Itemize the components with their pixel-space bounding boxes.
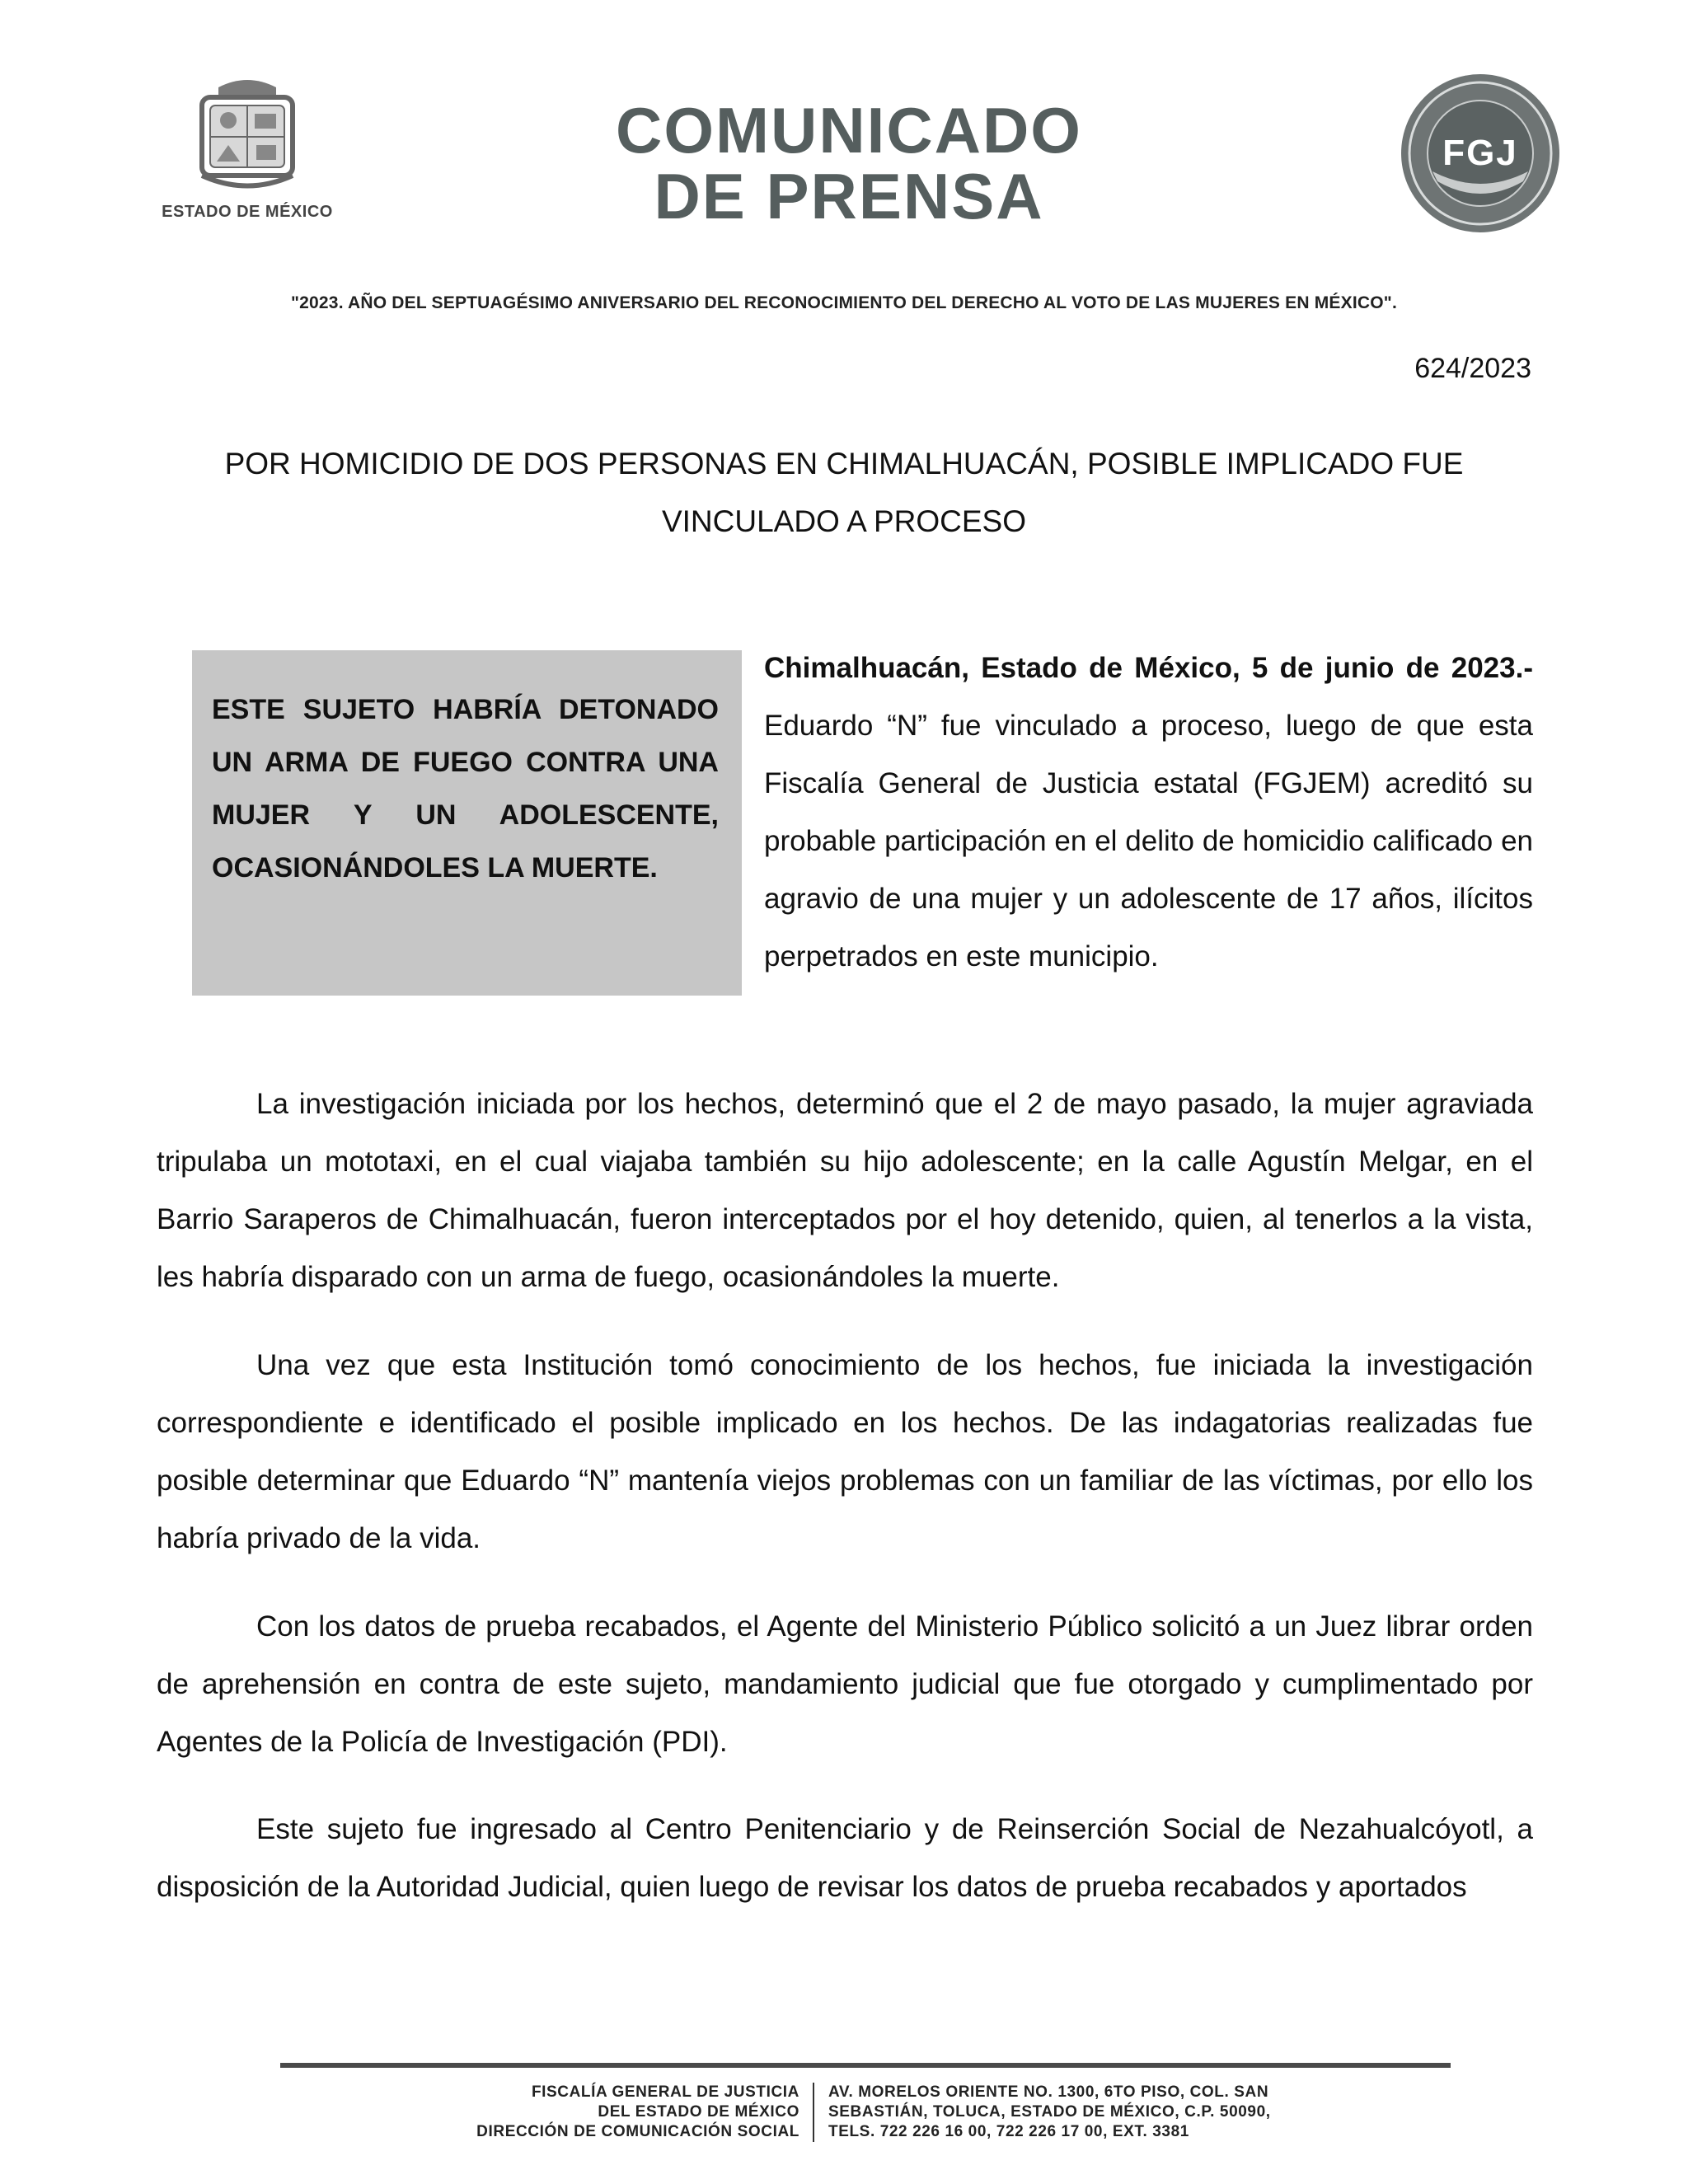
- lead-paragraph: [764, 640, 1533, 986]
- footer-address-line: TELS. 722 226 16 00, 722 226 17 00, EXT. 3381: [828, 2123, 1189, 2140]
- body-paragraph: La investigación iniciada por los hechos, determinó que el 2 de mayo pasado, la mujer agraviada tripulaba un mototaxi, en el cual viajaba también su hijo adolescente; en la calle Agustín Melgar, en el Barrio Saraperos de Chimalhuacán, fueron interceptados por el hoy detenido, quien, al tenerlos a la vista, les habría disparado con un arma de fuego, ocasionándoles la muerte.: [157, 1088, 1533, 1293]
- footer-address: [828, 2083, 1405, 2142]
- body-paragraph: Con los datos de prueba recabados, el Agente del Ministerio Público solicitó a un Juez librar orden de aprehensión en contra de este sujeto, mandamiento judicial que fue otorgado y cumplimentado por Agentes de la Policía de Investigación (PDI).: [157, 1610, 1533, 1758]
- highlight-main: ESTE SUJETO HABRÍA DETONADO UN ARMA DE FUEGO CONTRA UNA MUJER Y UN ADOLESCENTE,: [212, 694, 719, 831]
- coat-of-arms-icon: [185, 73, 309, 196]
- dateline: Chimalhuacán, Estado de México, 5 de junio de 2023.-: [764, 652, 1533, 684]
- footer-address-line: AV. MORELOS ORIENTE NO. 1300, 6TO PISO, COL. SAN: [828, 2083, 1269, 2101]
- fgj-seal-logo: [1400, 73, 1561, 234]
- body-paragraph: Una vez que esta Institución tomó conocimiento de los hechos, fue iniciada la investigación correspondiente e identificado el posible implicado en los hechos. De las indagatorias realizadas fue posible determinar que Eduardo “N” mantenía viejos problemas con un familiar de las víctimas, por ello los habría privado de la vida.: [157, 1349, 1533, 1554]
- footer-separator: [813, 2083, 814, 2142]
- estado-de-mexico-logo: [148, 73, 346, 222]
- footer-divider: [280, 2063, 1451, 2068]
- lead-text: Eduardo “N” fue vinculado a proceso, luego de que esta Fiscalía General de Justicia estatal (FGJEM) acreditó su probable participación en el delito de homicidio calificado en agravio de una mujer y un adolescente de 17 años, ilícitos perpetrados en este municipio.: [764, 710, 1533, 972]
- title-line-1: COMUNICADO: [616, 94, 1082, 166]
- highlight-box: [192, 650, 742, 996]
- footer-address-line: SEBASTIÁN, TOLUCA, ESTADO DE MÉXICO, C.P. 50090,: [828, 2103, 1271, 2121]
- motto: "2023. AÑO DEL SEPTUAGÉSIMO ANIVERSARIO DEL RECONOCIMIENTO DEL DERECHO AL VOTO DE LAS MUJERES EN MÉXICO".: [291, 293, 1397, 312]
- body-paragraph: Este sujeto fue ingresado al Centro Penitenciario y de Reinserción Social de Nezahualcóyotl, a disposición de la Autoridad Judicial, quien luego de revisar los datos de prueba recabados y aportados: [157, 1813, 1533, 1903]
- highlight-text: [212, 683, 719, 894]
- footer-institution: [396, 2083, 799, 2142]
- bulletin-number: 624/2023: [1414, 353, 1531, 384]
- footer-institution-line: DEL ESTADO DE MÉXICO: [598, 2103, 799, 2121]
- footer-institution-line: DIRECCIÓN DE COMUNICACIÓN SOCIAL: [476, 2123, 799, 2140]
- fgj-badge-text: FGJ: [1442, 133, 1518, 173]
- highlight-last-line: OCASIONÁNDOLES LA MUERTE.: [212, 852, 658, 883]
- page-title: [495, 94, 1203, 232]
- title-line-2: DE PRENSA: [654, 160, 1044, 232]
- headline: POR HOMICIDIO DE DOS PERSONAS EN CHIMALHUACÁN, POSIBLE IMPLICADO FUE VINCULADO A PROCESO: [224, 447, 1464, 538]
- state-label: ESTADO DE MÉXICO: [162, 203, 333, 221]
- footer-institution-line: FISCALÍA GENERAL DE JUSTICIA: [531, 2083, 799, 2101]
